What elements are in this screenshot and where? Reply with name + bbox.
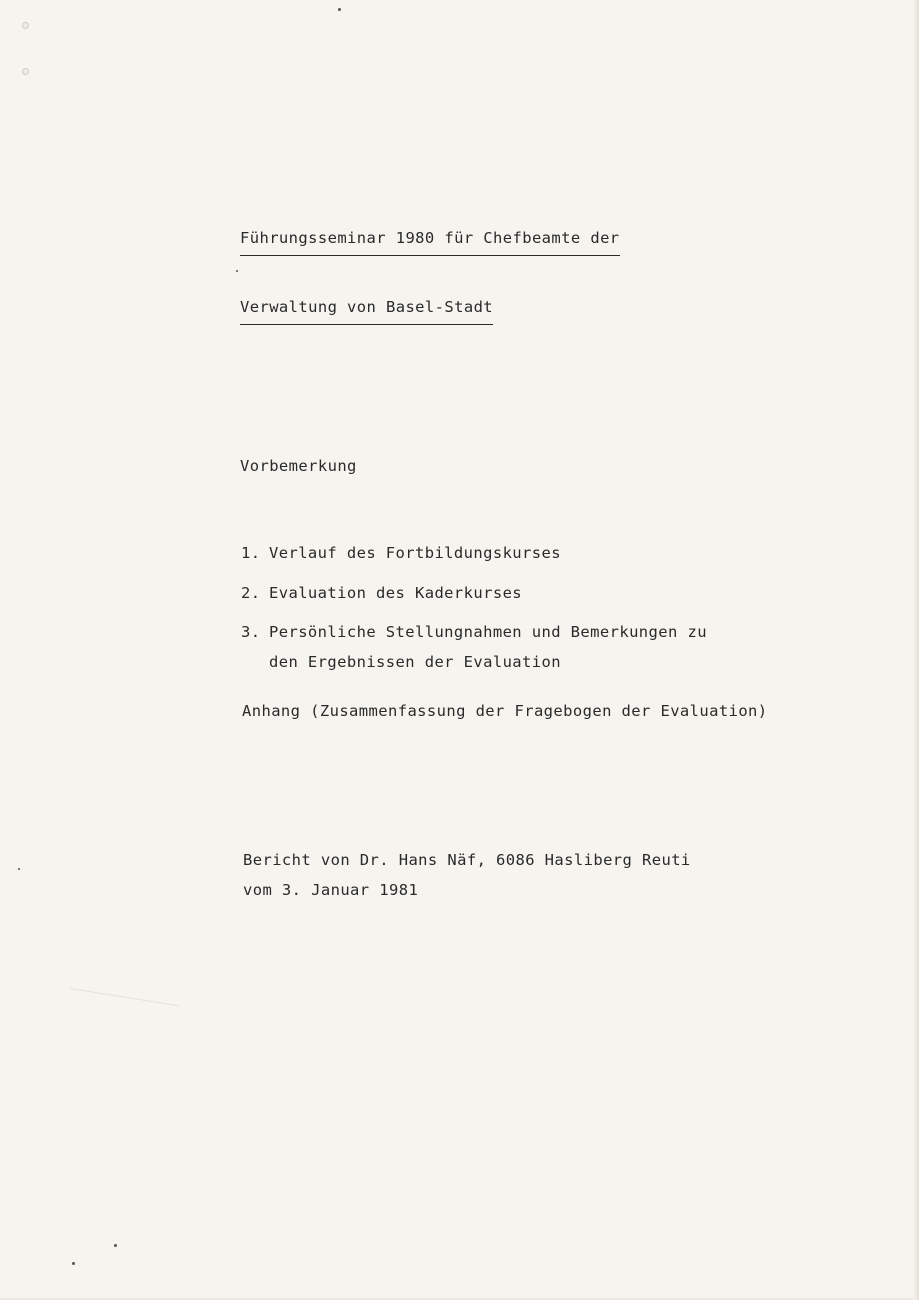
paper-speck <box>236 270 238 272</box>
contents-item-number: 3. <box>241 623 261 641</box>
contents-item-text: Persönliche Stellungnahmen und Bemerkungen zu <box>269 623 707 641</box>
contents-item-continuation: den Ergebnissen der Evaluation <box>269 653 561 671</box>
contents-item-text: Evaluation des Kaderkurses <box>269 584 523 602</box>
preface-heading: Vorbemerkung <box>240 457 357 475</box>
document-title-line-1: Führungsseminar 1980 für Chefbeamte der <box>240 228 620 256</box>
report-author-line: Bericht von Dr. Hans Näf, 6086 Hasliberg Reuti <box>243 851 691 869</box>
paper-edge <box>913 0 919 1300</box>
paper-speck <box>18 868 20 870</box>
contents-item-number: 1. <box>241 544 261 562</box>
punch-hole-mark <box>22 22 29 29</box>
appendix-line: Anhang (Zusammenfassung der Fragebogen der Evaluation) <box>242 702 768 720</box>
contents-item <box>241 583 522 603</box>
punch-hole-mark <box>22 68 29 75</box>
paper-speck <box>72 1262 75 1265</box>
contents-item-text: Verlauf des Fortbildungskurses <box>269 544 561 562</box>
report-date-line: vom 3. Januar 1981 <box>243 881 419 899</box>
paper-speck <box>114 1244 117 1247</box>
contents-item <box>241 543 561 563</box>
contents-item <box>241 622 707 642</box>
document-title-line-2: Verwaltung von Basel-Stadt <box>240 297 493 325</box>
paper-speck <box>338 8 341 11</box>
paper-crease <box>70 988 179 1006</box>
contents-item-number: 2. <box>241 584 261 602</box>
